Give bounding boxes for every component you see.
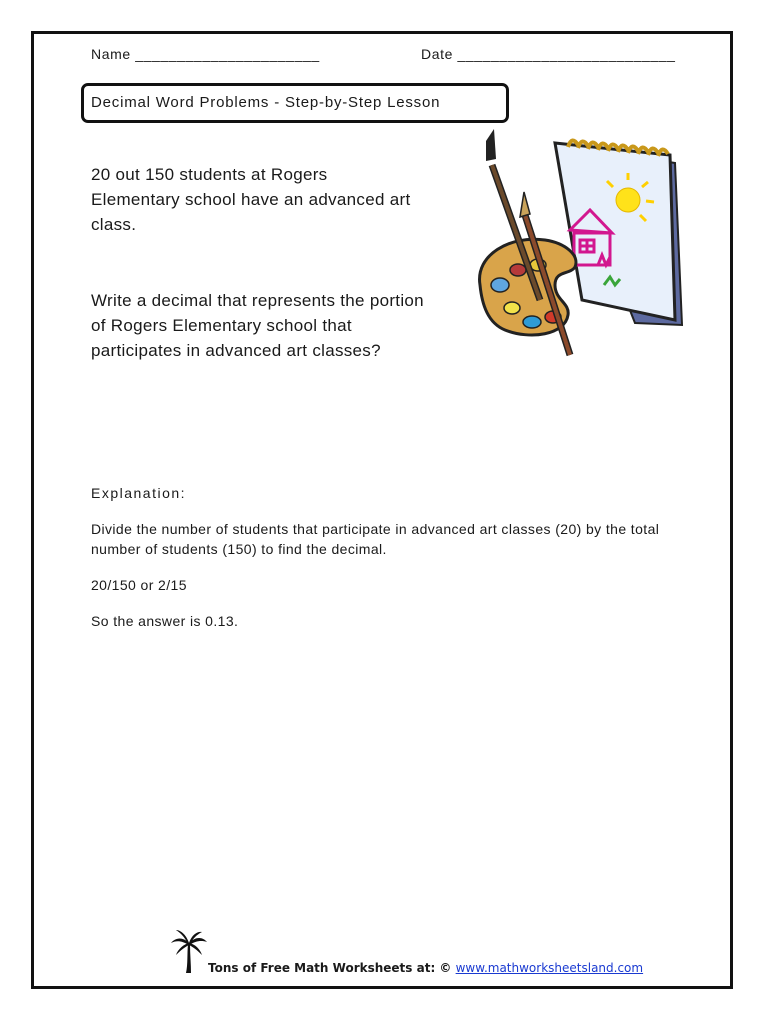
name-field-label: Name ______________________: [91, 46, 320, 62]
footer-text: Tons of Free Math Worksheets at: ©: [208, 961, 456, 975]
question-paragraph-2: Write a decimal that represents the portion of Rogers Elementary school that participates in advanced art classes?: [91, 291, 424, 360]
explanation-answer: So the answer is 0.13.: [91, 613, 239, 629]
explanation-step-2: 20/150 or 2/15: [91, 577, 187, 593]
art-palette-sketchpad-icon: [470, 125, 690, 365]
footer-link[interactable]: www.mathworksheetsland.com: [455, 961, 644, 975]
date-field-label: Date __________________________: [421, 46, 676, 62]
worksheet-title: Decimal Word Problems - Step-by-Step Lesson: [91, 94, 441, 111]
question-paragraph-1: 20 out 150 students at Rogers Elementary school have an advanced art class.: [91, 165, 411, 234]
palm-tree-icon: [170, 928, 208, 974]
explanation-heading: Explanation:: [91, 485, 187, 501]
explanation-step-1: Divide the number of students that participate in advanced art classes (20) by the total number of students (150) to find the decimal.: [91, 521, 660, 557]
footer-credit: [208, 961, 643, 975]
